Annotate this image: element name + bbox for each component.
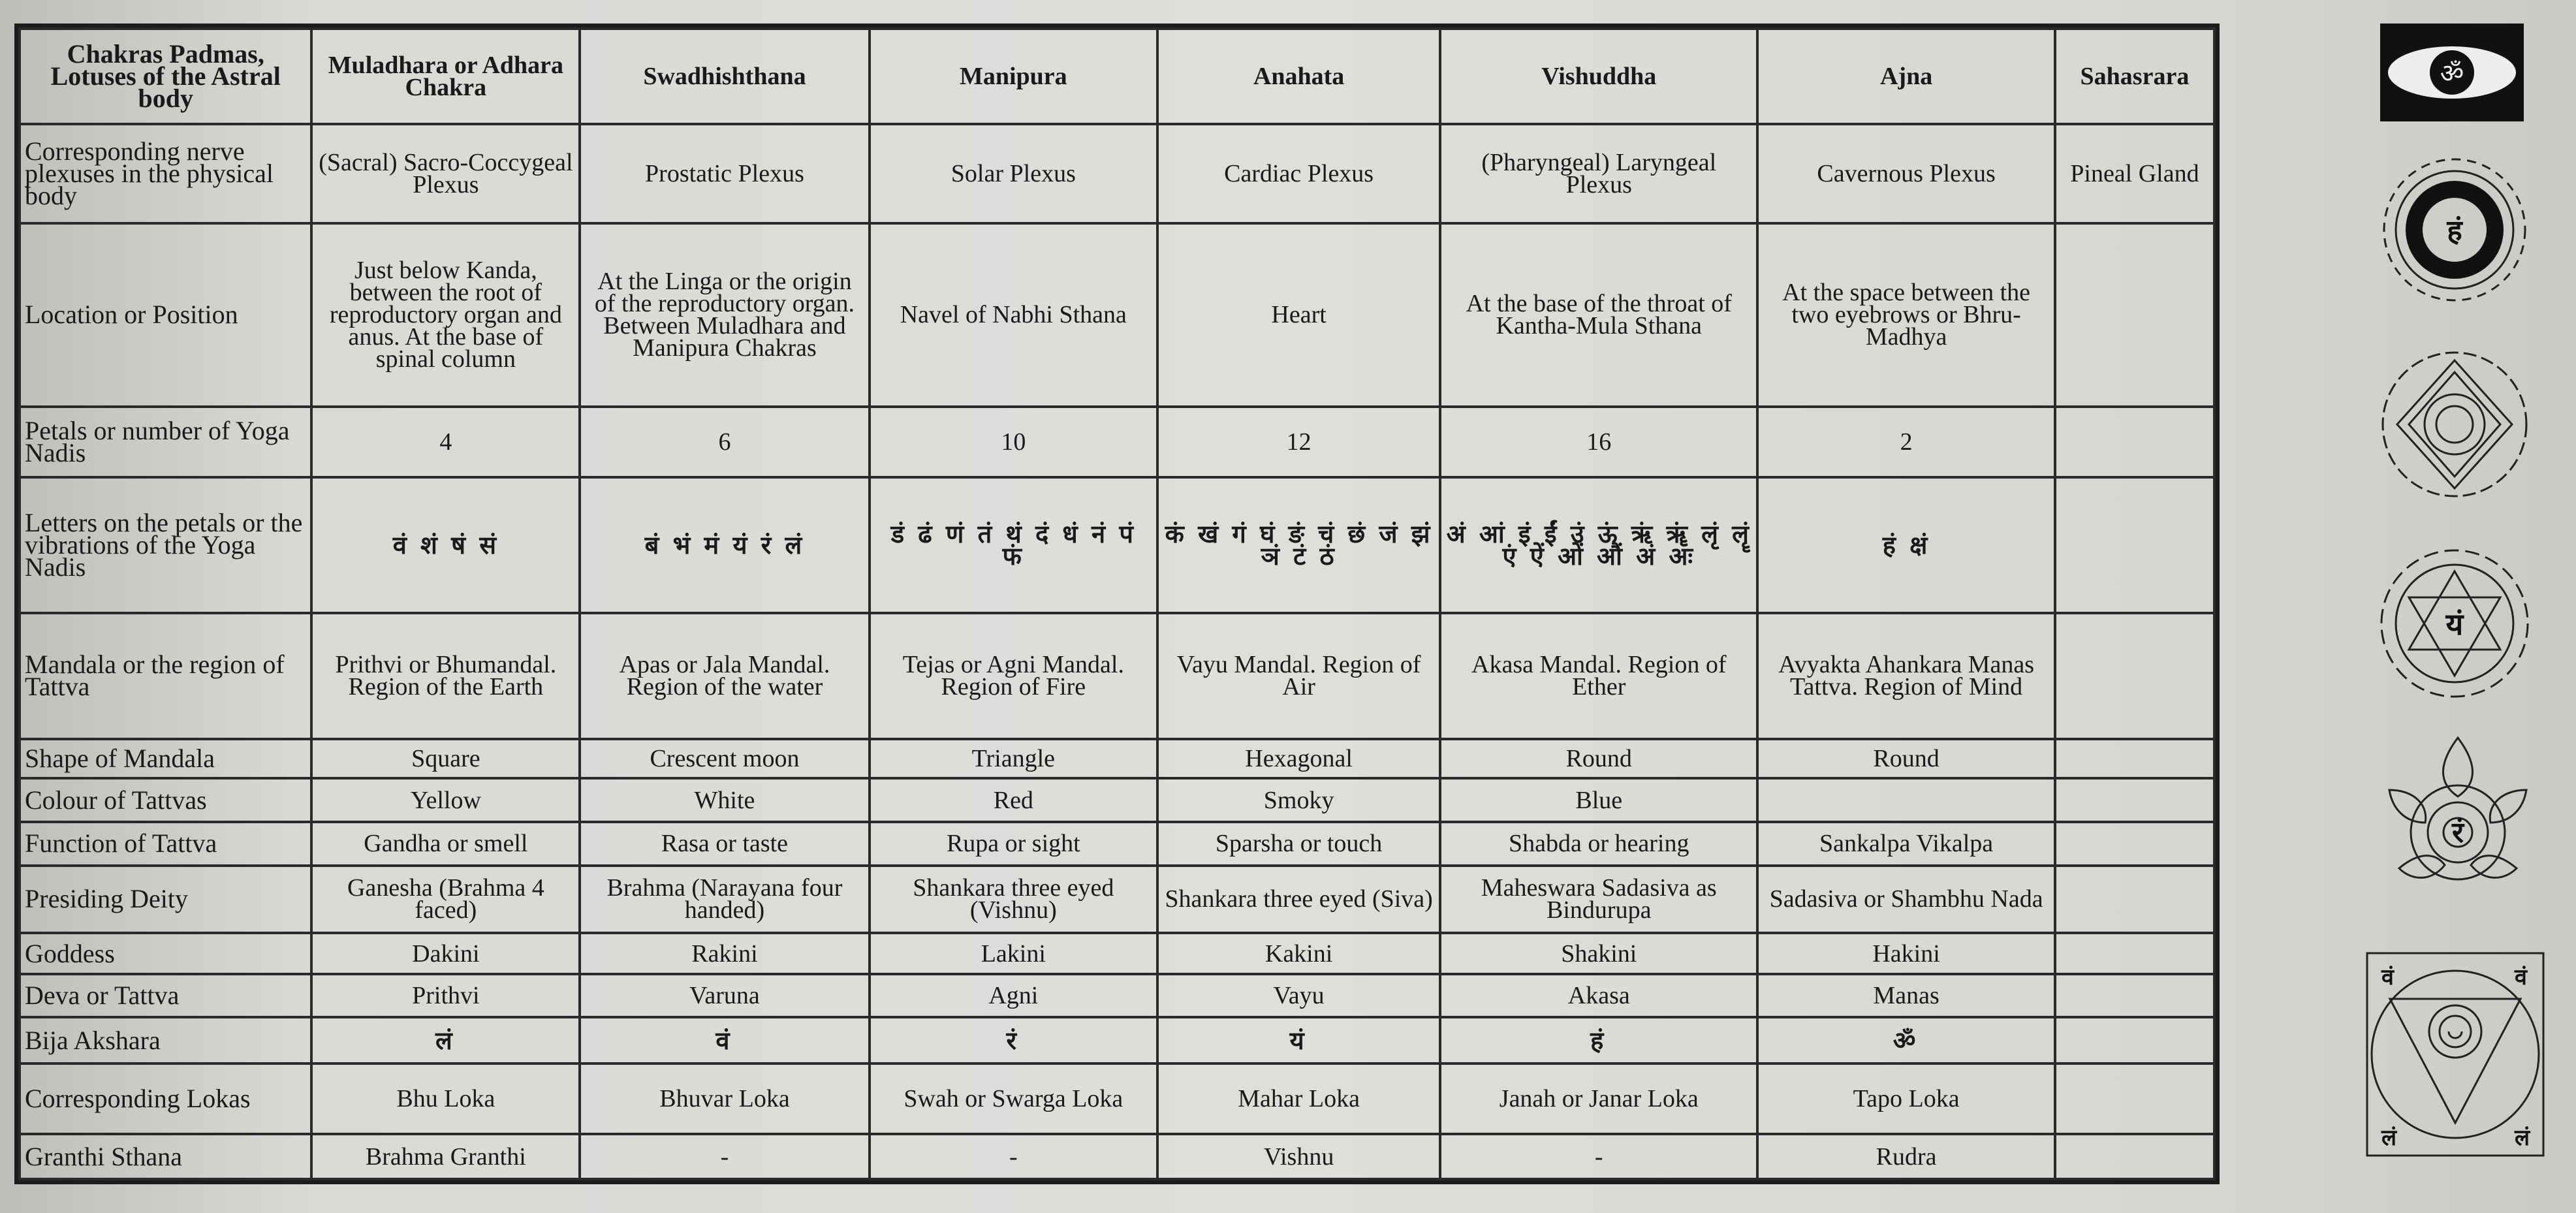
table-row — [20, 866, 2214, 934]
table-cell: Square — [311, 739, 580, 778]
table-cell: Sankalpa Vikalpa — [1757, 822, 2055, 866]
table-cell: Dakini — [311, 933, 580, 973]
table-cell: Red — [870, 778, 1157, 822]
row-label: Corresponding nerve plexuses in the physical body — [20, 124, 311, 223]
table-cell: अं आं इं ईं उं ऊं ऋं ॠं लृं लॄं एं ऐं ओं औं अं अः — [1440, 477, 1757, 613]
ajna-lotus-icon — [2376, 145, 2533, 315]
table-cell — [2055, 933, 2214, 973]
header-sahasrara: Sahasrara — [2055, 29, 2214, 124]
header-row-label: Chakras Padmas, Lotuses of the Astral body — [20, 29, 311, 124]
table-cell: At the space between the two eyebrows or Bhru-Madhya — [1757, 223, 2055, 407]
row-label: Mandala or the region of Tattva — [20, 613, 311, 739]
table-row — [20, 613, 2214, 739]
table-cell: कं खं गं घं ङं चं छं जं झं ञं टं ठं — [1157, 477, 1440, 613]
table-cell: Swah or Swarga Loka — [870, 1063, 1157, 1134]
table-cell: वं शं षं सं — [311, 477, 580, 613]
table-cell: ॐ — [1757, 1017, 2055, 1063]
header-swadhishthana: Swadhishthana — [580, 29, 869, 124]
table-cell: 10 — [870, 407, 1157, 477]
table-row — [20, 739, 2214, 778]
table-cell: रं — [870, 1017, 1157, 1063]
row-label: Shape of Mandala — [20, 739, 311, 778]
header-ajna: Ajna — [1757, 29, 2055, 124]
table-cell: Hakini — [1757, 933, 2055, 973]
table-row — [20, 407, 2214, 477]
corner-bija-glyph-tr: वं — [2515, 964, 2527, 990]
table-cell: Heart — [1157, 223, 1440, 407]
manipura-image — [2363, 725, 2552, 914]
table-row — [20, 477, 2214, 613]
corner-bija-glyph-br: लं — [2515, 1125, 2530, 1151]
table-cell: Brahma (Narayana four handed) — [580, 866, 869, 934]
ajna-image — [2376, 145, 2533, 315]
table-cell: Ganesha (Brahma 4 faced) — [311, 866, 580, 934]
table-cell: यं — [1157, 1017, 1440, 1063]
table-cell — [1757, 778, 2055, 822]
row-label: Goddess — [20, 933, 311, 973]
table-cell: Lakini — [870, 933, 1157, 973]
table-cell: Rakini — [580, 933, 869, 973]
row-label: Function of Tattva — [20, 822, 311, 866]
manipura-lotus-icon — [2363, 725, 2552, 914]
row-label: Presiding Deity — [20, 866, 311, 934]
table-cell — [2055, 1017, 2214, 1063]
table-cell: Bhu Loka — [311, 1063, 580, 1134]
table-cell: Brahma Granthi — [311, 1134, 580, 1179]
header-manipura: Manipura — [870, 29, 1157, 124]
table-cell: Triangle — [870, 739, 1157, 778]
table-cell: Shankara three eyed (Vishnu) — [870, 866, 1157, 934]
table-cell: Apas or Jala Mandal. Region of the water — [580, 613, 869, 739]
sahasrara-symbol — [2380, 24, 2524, 121]
row-label: Petals or number of Yoga Nadis — [20, 407, 311, 477]
corner-bija-glyph-bl: लं — [2381, 1125, 2397, 1151]
table-row — [20, 822, 2214, 866]
table-cell: Bhuvar Loka — [580, 1063, 869, 1134]
table-cell — [2055, 613, 2214, 739]
chakra-table — [18, 27, 2216, 1180]
table-cell: बं भं मं यं रं लं — [580, 477, 869, 613]
table-cell: Yellow — [311, 778, 580, 822]
anahata-image — [2363, 542, 2546, 705]
table-cell: Sparsha or touch — [1157, 822, 1440, 866]
table-cell: हं क्षं — [1757, 477, 2055, 613]
table-cell: डं ढं णं तं थं दं धं नं पं फं — [870, 477, 1157, 613]
table-cell: Blue — [1440, 778, 1757, 822]
table-cell: Tejas or Agni Mandal. Region of Fire — [870, 613, 1157, 739]
table-cell: (Sacral) Sacro-Coccygeal Plexus — [311, 124, 580, 223]
table-cell — [2055, 778, 2214, 822]
table-cell — [2055, 407, 2214, 477]
table-cell: Janah or Janar Loka — [1440, 1063, 1757, 1134]
table-cell: 12 — [1157, 407, 1440, 477]
table-cell: Solar Plexus — [870, 124, 1157, 223]
table-cell: Cavernous Plexus — [1757, 124, 2055, 223]
table-cell: Avyakta Ahankara Manas Tattva. Region of Mind — [1757, 613, 2055, 739]
table-cell: Prithvi or Bhumandal. Region of the Earth — [311, 613, 580, 739]
table-cell — [2055, 974, 2214, 1018]
table-cell: Smoky — [1157, 778, 1440, 822]
table-cell: Varuna — [580, 974, 869, 1018]
muladhara-image — [2361, 947, 2550, 1162]
table-cell: Vishnu — [1157, 1134, 1440, 1179]
table-cell: Rudra — [1757, 1134, 2055, 1179]
table-row — [20, 778, 2214, 822]
corner-bija-glyph-tl: वं — [2381, 964, 2394, 990]
row-label: Granthi Sthana — [20, 1134, 311, 1179]
table-row — [20, 124, 2214, 223]
table-cell: At the base of the throat of Kantha-Mula Sthana — [1440, 223, 1757, 407]
table-cell: Crescent moon — [580, 739, 869, 778]
table-row — [20, 1134, 2214, 1179]
table-cell: 4 — [311, 407, 580, 477]
table-cell — [2055, 866, 2214, 934]
table-row — [20, 974, 2214, 1018]
table-cell: 2 — [1757, 407, 2055, 477]
row-label: Bija Akshara — [20, 1017, 311, 1063]
table-row — [20, 1017, 2214, 1063]
table-cell: Prithvi — [311, 974, 580, 1018]
table-cell: Round — [1440, 739, 1757, 778]
row-label: Letters on the petals or the vibrations of the Yoga Nadis — [20, 477, 311, 613]
table-cell: Gandha or smell — [311, 822, 580, 866]
table-cell: Mahar Loka — [1157, 1063, 1440, 1134]
vishuddha-image — [2370, 346, 2539, 503]
table-cell: Vayu Mandal. Region of Air — [1157, 613, 1440, 739]
table-cell: 16 — [1440, 407, 1757, 477]
table-cell: वं — [580, 1017, 869, 1063]
table-cell: Round — [1757, 739, 2055, 778]
table-cell: - — [870, 1134, 1157, 1179]
table-cell: Just below Kanda, between the root of reproductory organ and anus. At the base of spinal column — [311, 223, 580, 407]
table-cell: Tapo Loka — [1757, 1063, 2055, 1134]
table-cell: Vayu — [1157, 974, 1440, 1018]
manipura-bija-glyph: रं — [2452, 816, 2464, 849]
vishuddha-lotus-icon — [2370, 346, 2539, 503]
table-cell: - — [580, 1134, 869, 1179]
header-vishuddha: Vishuddha — [1440, 29, 1757, 124]
header-row — [20, 29, 2214, 124]
table-cell: Akasa Mandal. Region of Ether — [1440, 613, 1757, 739]
row-label: Colour of Tattvas — [20, 778, 311, 822]
table-cell: Prostatic Plexus — [580, 124, 869, 223]
table-cell: Rasa or taste — [580, 822, 869, 866]
table-cell: Manas — [1757, 974, 2055, 1018]
table-cell: हं — [1440, 1017, 1757, 1063]
ajna-bija-glyph: हं — [2447, 214, 2462, 247]
table-body — [20, 124, 2214, 1179]
row-label: Corresponding Lokas — [20, 1063, 311, 1134]
table-cell — [2055, 1063, 2214, 1134]
table-cell: Hexagonal — [1157, 739, 1440, 778]
table-cell: (Pharyngeal) Laryngeal Plexus — [1440, 124, 1757, 223]
om-glyph: ॐ — [2440, 59, 2464, 89]
header-anahata: Anahata — [1157, 29, 1440, 124]
row-label: Deva or Tattva — [20, 974, 311, 1018]
table-cell: Shabda or hearing — [1440, 822, 1757, 866]
table-cell: Rupa or sight — [870, 822, 1157, 866]
table-cell — [2055, 1134, 2214, 1179]
table-cell: At the Linga or the origin of the reproductory organ. Between Muladhara and Manipura Chakras — [580, 223, 869, 407]
table-cell: Shakini — [1440, 933, 1757, 973]
header-muladhara: Muladhara or Adhara Chakra — [311, 29, 580, 124]
eye-om-icon — [2380, 24, 2524, 121]
anahata-bija-glyph: यं — [2445, 606, 2464, 642]
table-cell: - — [1440, 1134, 1757, 1179]
table-cell — [2055, 739, 2214, 778]
table-row — [20, 933, 2214, 973]
table-cell: Pineal Gland — [2055, 124, 2214, 223]
table-cell: Akasa — [1440, 974, 1757, 1018]
table-cell — [2055, 822, 2214, 866]
table-row — [20, 223, 2214, 407]
row-label: Location or Position — [20, 223, 311, 407]
table-cell: White — [580, 778, 869, 822]
table-cell: 6 — [580, 407, 869, 477]
table-cell: Cardiac Plexus — [1157, 124, 1440, 223]
table-row — [20, 1063, 2214, 1134]
chakra-images-column — [2233, 0, 2576, 1213]
table-cell: Shankara three eyed (Siva) — [1157, 866, 1440, 934]
table-cell: Maheswara Sadasiva as Bindurupa — [1440, 866, 1757, 934]
table-cell — [2055, 223, 2214, 407]
muladhara-lotus-icon — [2361, 947, 2550, 1162]
table-cell: लं — [311, 1017, 580, 1063]
table-cell: Kakini — [1157, 933, 1440, 973]
table-cell: Navel of Nabhi Sthana — [870, 223, 1157, 407]
anahata-lotus-icon — [2363, 542, 2546, 705]
table-cell: Agni — [870, 974, 1157, 1018]
chakra-table-frame — [14, 24, 2220, 1184]
table-cell: Sadasiva or Shambhu Nada — [1757, 866, 2055, 934]
table-cell — [2055, 477, 2214, 613]
